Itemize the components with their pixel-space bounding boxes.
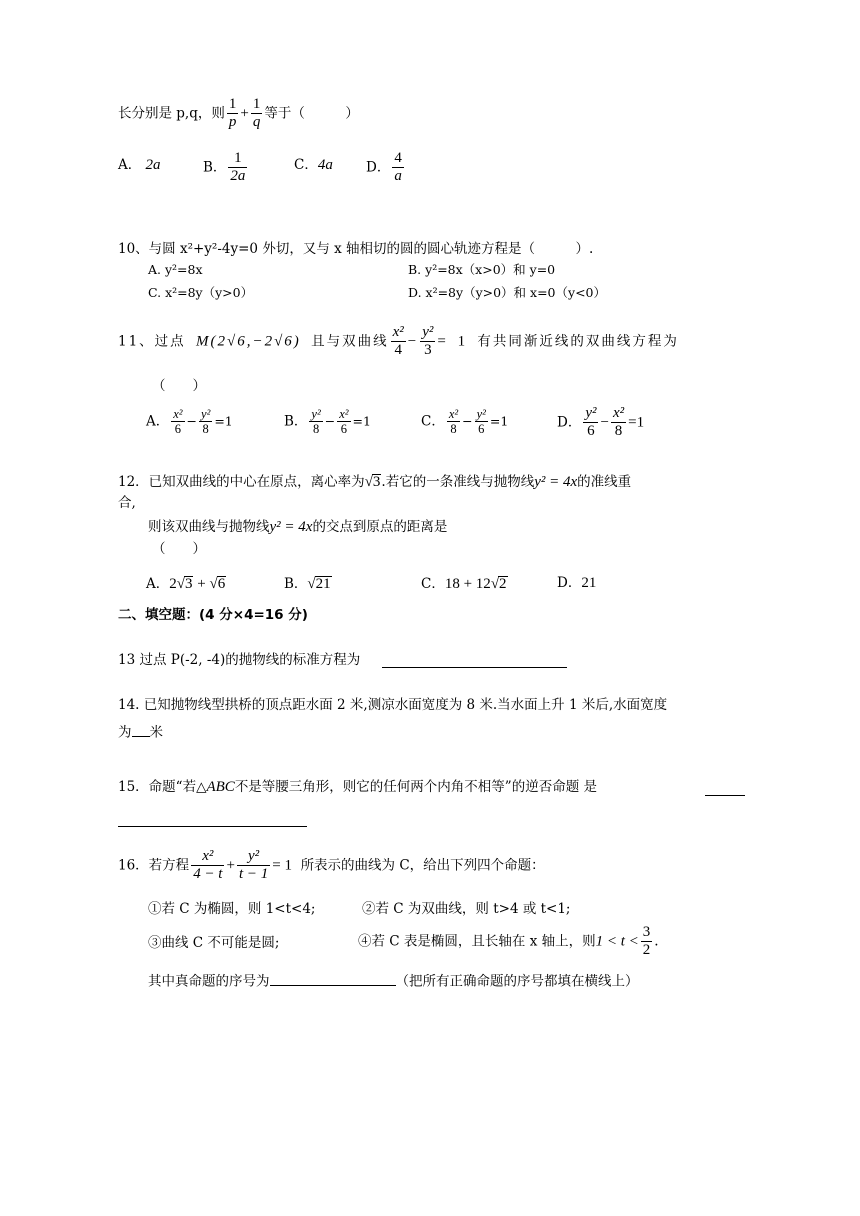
q11-fy-den: 3 bbox=[424, 342, 432, 359]
q9-opt-d-label: D． bbox=[366, 159, 391, 176]
q9-opt-d-den: a bbox=[394, 168, 402, 185]
q11-fy-num: y² bbox=[420, 324, 435, 342]
q11-d-label: D． bbox=[557, 414, 582, 431]
q9-lead: 长分别是 p,q，则 bbox=[118, 105, 225, 122]
q16-stem bbox=[118, 848, 545, 884]
q11-frac-y bbox=[420, 324, 435, 360]
q12-c-label: C． bbox=[421, 576, 445, 592]
q11-c-f2-den: 6 bbox=[478, 422, 485, 437]
q11-a-f1 bbox=[171, 407, 184, 437]
q11-b-f1 bbox=[309, 407, 322, 437]
q16-frac1 bbox=[191, 848, 224, 884]
q12-a-plus: + bbox=[193, 576, 210, 592]
q9-opt-d bbox=[366, 150, 406, 186]
q12-l3b: 的交点到原点的距离是 bbox=[312, 519, 448, 535]
q11-b-f2 bbox=[337, 407, 350, 437]
q9-opt-b-frac bbox=[228, 150, 247, 186]
q16-p4a: ④若 C 表是椭圆，且长轴在 x 轴上，则 bbox=[358, 933, 596, 950]
q14-l2b: 米 bbox=[149, 724, 163, 741]
q9-opt-c-val: 4a bbox=[317, 157, 333, 173]
q11-fx-den: 4 bbox=[394, 342, 402, 359]
q11-c-minus: − bbox=[462, 413, 473, 429]
q12-l1a: 12．已知双曲线的中心在原点，离心率为 bbox=[118, 474, 365, 490]
q11-b-eq: =1 bbox=[352, 413, 371, 429]
q10-stem: 10、与圆 x²+y²-4y=0 外切，又与 x 轴相切的圆的圆心轨迹方程是（ ）. bbox=[118, 241, 594, 257]
q14-answer-blank[interactable] bbox=[132, 722, 150, 737]
q16-p4-den: 2 bbox=[642, 942, 651, 959]
q9-frac2 bbox=[251, 96, 263, 132]
q12-b-val: 21 bbox=[315, 576, 331, 592]
q11-c-f1 bbox=[447, 407, 460, 437]
q9-opt-b-den: 2a bbox=[230, 168, 246, 185]
q12-b-rad: √21 bbox=[307, 576, 331, 592]
q15-stem bbox=[118, 780, 597, 795]
q11-c-label: C． bbox=[421, 413, 445, 430]
q16-frac2 bbox=[237, 848, 270, 884]
q11-a-f2-num: y² bbox=[201, 407, 211, 421]
q11-c-f2 bbox=[475, 407, 488, 437]
q11-b-f2-den: 6 bbox=[340, 422, 347, 437]
q11-frac-x bbox=[391, 324, 406, 360]
q11-a-label: A． bbox=[146, 413, 170, 430]
q12-d-val: 21 bbox=[581, 575, 597, 591]
q11-eq: = 1 bbox=[437, 333, 468, 350]
q14-line1: 14. 已知抛物线型拱桥的顶点距水面 2 米,测凉水面宽度为 8 米.当水面上升 1 米后,水面宽度 bbox=[118, 697, 668, 713]
q12-line2: 合, bbox=[118, 495, 136, 511]
q16-p4-frac bbox=[641, 924, 653, 960]
q11-minus: − bbox=[407, 333, 419, 350]
q16-lead: 16．若方程 bbox=[118, 857, 190, 874]
q11-fx-num: x² bbox=[391, 324, 406, 342]
q12-b-label: B． bbox=[284, 576, 308, 592]
q11-opt-b bbox=[284, 407, 371, 437]
q12-c-pre: 18 + 12 bbox=[444, 576, 491, 592]
q10-opt-d: D. x²=8y（y>0）和 x=0（y<0） bbox=[408, 285, 606, 300]
q9-frac1-num: 1 bbox=[227, 96, 239, 114]
q11-d-f2-num: x² bbox=[611, 405, 626, 423]
q12-a-pre: 2 bbox=[169, 576, 177, 592]
q12-l1c: 的准线重 bbox=[577, 474, 632, 490]
q11-d-f2-den: 8 bbox=[614, 423, 623, 440]
q12-parab1: y² = 4x bbox=[534, 474, 578, 490]
q10-opt-a: A. y²=8x bbox=[148, 262, 203, 277]
q9-opt-c-label: C． bbox=[294, 157, 318, 173]
q11-c-f1-den: 8 bbox=[450, 422, 457, 437]
q11-b-label: B． bbox=[284, 413, 308, 430]
q15-answer-blank-2[interactable] bbox=[118, 826, 307, 827]
q16-f1-den: 4 − t bbox=[193, 866, 223, 883]
q9-frac1 bbox=[227, 96, 239, 132]
q9-opt-b-num: 1 bbox=[228, 150, 247, 168]
q11-d-minus: − bbox=[600, 414, 609, 431]
q9-tail: 等于（ ） bbox=[264, 105, 359, 122]
q13-answer-blank[interactable] bbox=[382, 667, 567, 668]
q16-f2-num: y² bbox=[237, 848, 270, 866]
q11-d-f1-num: y² bbox=[583, 405, 598, 423]
q9-opt-d-num: 4 bbox=[392, 150, 404, 168]
q16-p4-dot: . bbox=[654, 933, 659, 950]
q10-opt-c: C. x²=8y（y>0） bbox=[148, 285, 254, 300]
q11-b-f1-den: 8 bbox=[312, 422, 320, 437]
q9-opt-d-frac bbox=[392, 150, 404, 186]
q12-opt-b bbox=[284, 576, 332, 592]
q11-c-f1-num: x² bbox=[448, 407, 459, 421]
q16-last-a: 其中真命题的序号为 bbox=[148, 973, 270, 990]
q11-d-f2 bbox=[611, 405, 626, 441]
q11-a-eq: =1 bbox=[214, 413, 233, 429]
q12-c-r: 2 bbox=[499, 576, 507, 592]
q11-c-eq: =1 bbox=[489, 413, 509, 429]
q16-last-b: （把所有正确命题的序号都填在横线上） bbox=[395, 973, 639, 990]
q11-tail: 有共同渐近线的双曲线方程为 bbox=[477, 333, 679, 350]
q16-f2-den: t − 1 bbox=[238, 866, 269, 883]
q12-sqrt3-val: 3 bbox=[372, 474, 381, 490]
q11-stem bbox=[118, 324, 679, 360]
q11-b-minus: − bbox=[324, 413, 336, 429]
q12-sqrt3: √3 bbox=[364, 474, 381, 490]
q11-opt-d bbox=[557, 405, 644, 441]
section-title: 二、填空题：(4 分×4=16 分) bbox=[118, 607, 308, 623]
q10-opt-b: B. y²=8x（x>0）和 y=0 bbox=[408, 262, 556, 277]
q11-mid: 且与双曲线 bbox=[311, 333, 389, 350]
q11-d-f1 bbox=[583, 405, 598, 441]
q9-opt-b bbox=[203, 150, 249, 186]
q12-line3 bbox=[148, 520, 447, 535]
q9-options bbox=[118, 158, 161, 173]
q9-opt-a: 2a bbox=[145, 157, 161, 173]
q16-tail: 所表示的曲线为 C，给出下列四个命题： bbox=[300, 857, 545, 874]
q11-a-f1-den: 6 bbox=[174, 422, 182, 437]
q11-paren: （ ） bbox=[152, 378, 206, 394]
q14-l2a: 为 bbox=[118, 724, 132, 741]
q15-lead: 15．命题“若△ bbox=[118, 779, 207, 795]
q15-tail: 不是等腰三角形，则它的任何两个内角不相等”的逆否命题 是 bbox=[234, 779, 598, 795]
q11-opt-a bbox=[146, 407, 233, 437]
q11-opt-c bbox=[421, 407, 508, 437]
q12-l3a: 则该双曲线与抛物线 bbox=[148, 519, 270, 535]
q12-d-label: D． bbox=[557, 575, 582, 591]
q16-plus: + bbox=[226, 857, 235, 874]
q11-c-f2-num: y² bbox=[476, 407, 486, 421]
q11-b-f1-num: y² bbox=[311, 407, 321, 421]
q9-frac2-den: q bbox=[252, 114, 261, 131]
q9-opt-c bbox=[294, 158, 333, 173]
q9-frac1-den: p bbox=[228, 114, 237, 131]
q11-lead: 11、过点 bbox=[118, 333, 186, 350]
q12-l1b: .若它的一条准线与抛物线 bbox=[381, 474, 535, 490]
q9-plus: + bbox=[240, 105, 249, 122]
q12-parab2: y² = 4x bbox=[269, 519, 313, 535]
q15-answer-blank-1[interactable] bbox=[705, 795, 745, 796]
q11-a-f2-den: 8 bbox=[202, 422, 209, 437]
q16-answer-blank[interactable] bbox=[270, 971, 396, 986]
q9-frac2-num: 1 bbox=[251, 96, 263, 114]
q9-opt-b-label: B． bbox=[203, 159, 227, 176]
q13-stem: 13 过点 P(-2, -4)的抛物线的标准方程为 bbox=[118, 652, 361, 668]
q11-point: M(2√6,−2√6) bbox=[195, 333, 301, 350]
q11-a-f1-num: x² bbox=[173, 407, 183, 421]
q16-prop-3: ③曲线 C 不可能是圆; bbox=[148, 935, 280, 951]
q11-a-minus: − bbox=[186, 413, 198, 429]
q16-f1-num: x² bbox=[191, 848, 224, 866]
q11-a-f2 bbox=[199, 407, 212, 437]
q12-opt-d bbox=[557, 576, 596, 591]
q11-d-f1-den: 6 bbox=[587, 423, 595, 440]
q16-p4-num: 3 bbox=[641, 924, 653, 942]
q12-opt-c bbox=[421, 576, 508, 592]
q12-paren: （ ） bbox=[152, 541, 206, 557]
q12-line1 bbox=[118, 474, 631, 490]
q16-last bbox=[148, 971, 639, 989]
q9-opt-a-label: A． bbox=[118, 157, 142, 173]
q12-opt-a bbox=[146, 576, 226, 592]
q12-c-rad: √2 bbox=[490, 576, 507, 592]
q14-line2 bbox=[118, 722, 163, 740]
q16-p4b: 1 < t < bbox=[595, 933, 639, 950]
q12-a-r2: 6 bbox=[217, 576, 226, 592]
q15-abc: ABC bbox=[206, 779, 235, 795]
q12-a-rad1: √3 bbox=[176, 576, 193, 592]
q12-a-rad2: √6 bbox=[209, 576, 226, 592]
q16-prop-4 bbox=[358, 924, 659, 960]
q11-b-f2-num: x² bbox=[339, 407, 349, 421]
q16-prop-1: ①若 C 为椭圆，则 1<t<4; bbox=[148, 901, 316, 917]
q16-eq: = 1 bbox=[272, 857, 292, 874]
q16-prop-2: ②若 C 为双曲线，则 t>4 或 t<1; bbox=[362, 901, 571, 917]
q12-a-label: A． bbox=[146, 576, 170, 592]
q12-a-r1: 3 bbox=[184, 576, 193, 592]
q11-d-eq: =1 bbox=[628, 414, 645, 431]
q9-stem bbox=[118, 96, 359, 132]
